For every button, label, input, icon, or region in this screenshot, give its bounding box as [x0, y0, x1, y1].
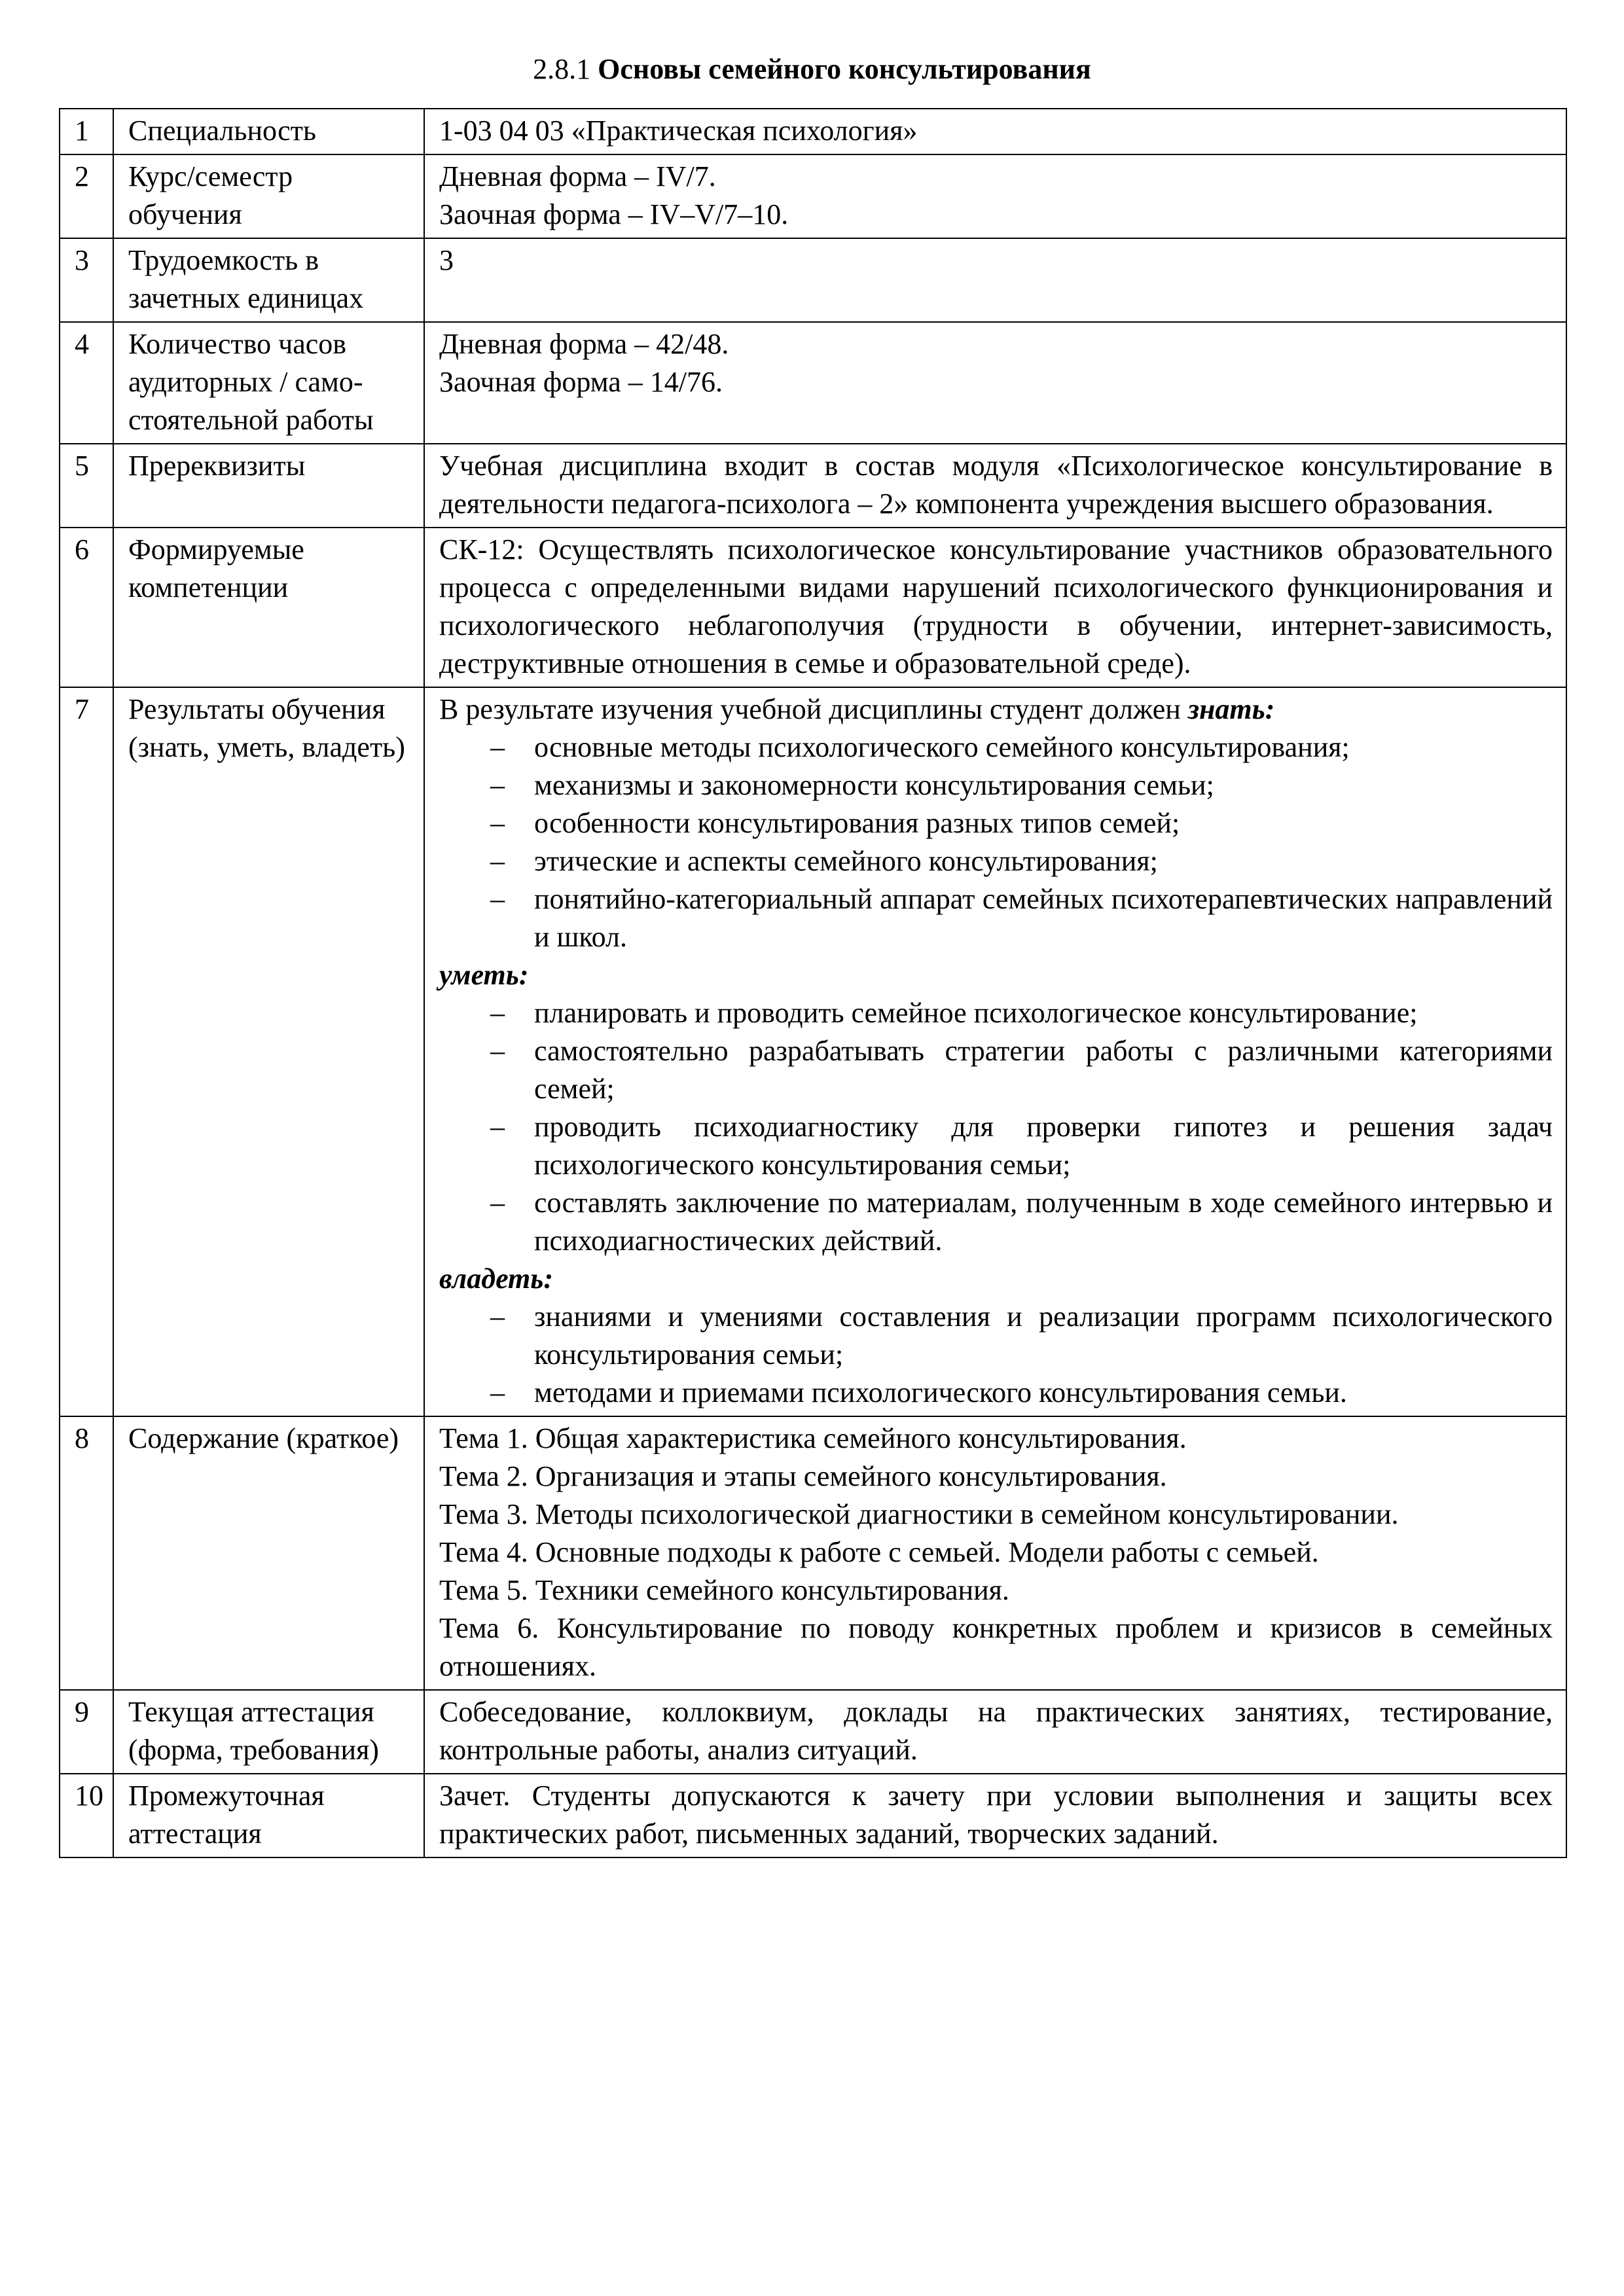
row-value — [424, 109, 1566, 154]
can-label: уметь: — [439, 959, 529, 991]
table-row — [60, 322, 1566, 444]
table-row — [60, 1416, 1566, 1690]
list-item — [439, 1298, 1553, 1374]
table-row — [60, 238, 1566, 322]
table-row — [60, 1690, 1566, 1774]
row-number: 9 — [60, 1690, 113, 1774]
value-line: Учебная дисциплина входит в состав модуля «Психологическое консультирование в деятельности педагога-психолога – 2» компонента учреждения высшего образования. — [439, 450, 1553, 520]
row-label: Текущая аттестация (форма, требования) — [113, 1690, 424, 1774]
row-value — [424, 687, 1566, 1416]
dash-bullet: – — [490, 997, 505, 1029]
own-label: владеть: — [439, 1263, 554, 1295]
list-item-text: особенности консультирования разных типов семей; — [534, 807, 1180, 839]
dash-bullet: – — [490, 845, 505, 877]
row-number: 4 — [60, 322, 113, 444]
value-line: Тема 1. Общая характеристика семейного консультирования. — [439, 1422, 1187, 1454]
row-number: 1 — [60, 109, 113, 154]
row-number: 3 — [60, 238, 113, 322]
value-line: 1-03 04 03 «Практическая психология» — [439, 115, 918, 147]
row-value — [424, 154, 1566, 238]
row-label: Промежуточная аттестация — [113, 1774, 424, 1857]
value-line: 3 — [439, 244, 454, 276]
table-row — [60, 444, 1566, 528]
list-item — [439, 842, 1553, 880]
row-number: 7 — [60, 687, 113, 1416]
list-item — [439, 766, 1553, 804]
section-title: Основы семейного консультирования — [598, 53, 1091, 85]
row-number: 10 — [60, 1774, 113, 1857]
row-value — [424, 322, 1566, 444]
lead-text: В результате изучения учебной дисциплины студент должен — [439, 693, 1181, 725]
dash-bullet: – — [490, 1300, 505, 1333]
row-number: 6 — [60, 528, 113, 687]
value-line: Тема 4. Основные подходы к работе с семьей. Модели работы с семьей. — [439, 1536, 1319, 1568]
page-title — [0, 51, 1624, 88]
value-line: СК-12: Осуществлять психологическое консультирование участников образовательного процесса с определенными видами нарушений психологического функционирования и психологического неблагополучия (трудности в обучении, интернет-зависимость, деструктивные отношения в семье и образовательной среде). — [439, 533, 1553, 679]
dash-list — [439, 1298, 1553, 1412]
list-item-text: механизмы и закономерности консультирования семьи; — [534, 769, 1214, 801]
table-row — [60, 687, 1566, 1416]
row-number: 8 — [60, 1416, 113, 1690]
value-line: Тема 3. Методы психологической диагностики в семейном консультировании. — [439, 1498, 1399, 1530]
list-item-text: проводить психодиагностику для проверки гипотез и решения задач психологического консультирования семьи; — [534, 1111, 1553, 1181]
list-item-text: знаниями и умениями составления и реализации программ психологического консультирования семьи; — [534, 1300, 1553, 1371]
dash-bullet: – — [490, 769, 505, 801]
discipline-table-body — [60, 109, 1566, 1857]
dash-bullet: – — [490, 1035, 505, 1067]
value-line: Заочная форма – 14/76. — [439, 366, 723, 398]
value-line: Заочная форма – IV–V/7–10. — [439, 198, 789, 230]
row-label: Количество часов аудиторных / само-стоятельной работы — [113, 322, 424, 444]
dash-bullet: – — [490, 883, 505, 915]
row-value — [424, 1774, 1566, 1857]
list-item — [439, 1374, 1553, 1412]
dash-list — [439, 728, 1553, 956]
value-line: Тема 6. Консультирование по поводу конкретных проблем и кризисов в семейных отношениях. — [439, 1612, 1553, 1682]
table-row — [60, 109, 1566, 154]
list-item-text: основные методы психологического семейного консультирования; — [534, 731, 1350, 763]
list-item — [439, 1108, 1553, 1184]
row-value — [424, 444, 1566, 528]
list-item — [439, 1032, 1553, 1108]
value-line: Зачет. Студенты допускаются к зачету при условии выполнения и защиты всех практических работ, письменных заданий, творческих заданий. — [439, 1780, 1553, 1850]
list-item-text: понятийно-категориальный аппарат семейных психотерапевтических направлений и школ. — [534, 883, 1553, 953]
list-item-text: этические и аспекты семейного консультирования; — [534, 845, 1158, 877]
row-label: Трудоемкость в зачетных единицах — [113, 238, 424, 322]
row-value — [424, 528, 1566, 687]
dash-bullet: – — [490, 1187, 505, 1219]
dash-bullet: – — [490, 807, 505, 839]
table-row — [60, 1774, 1566, 1857]
list-item-text: планировать и проводить семейное психологическое консультирование; — [534, 997, 1418, 1029]
row-label: Пререквизиты — [113, 444, 424, 528]
row-value — [424, 1690, 1566, 1774]
row-number: 2 — [60, 154, 113, 238]
row-label: Специальность — [113, 109, 424, 154]
row-label: Формируемые компетенции — [113, 528, 424, 687]
value-line: Тема 5. Техники семейного консультирования. — [439, 1574, 1009, 1606]
row-label: Результаты обучения (знать, уметь, владеть) — [113, 687, 424, 1416]
value-line: Дневная форма – IV/7. — [439, 160, 716, 192]
dash-bullet: – — [490, 731, 505, 763]
discipline-table — [59, 108, 1567, 1858]
row-label: Содержание (краткое) — [113, 1416, 424, 1690]
dash-bullet: – — [490, 1111, 505, 1143]
row-value — [424, 238, 1566, 322]
list-item-text: составлять заключение по материалам, полученным в ходе семейного интервью и психодиагностических действий. — [534, 1187, 1553, 1257]
row-value — [424, 1416, 1566, 1690]
list-item — [439, 804, 1553, 842]
value-line: Собеседование, коллоквиум, доклады на практических занятиях, тестирование, контрольные работы, анализ ситуаций. — [439, 1696, 1553, 1766]
learning-outcomes-lead — [439, 691, 1553, 728]
section-number: 2.8.1 — [533, 53, 591, 85]
list-item — [439, 1184, 1553, 1260]
list-item-text: методами и приемами психологического консультирования семьи. — [534, 1376, 1347, 1408]
table-row — [60, 154, 1566, 238]
table-row — [60, 528, 1566, 687]
value-line: Тема 2. Организация и этапы семейного консультирования. — [439, 1460, 1167, 1492]
list-item-text: самостоятельно разрабатывать стратегии работы с различными категориями семей; — [534, 1035, 1553, 1105]
know-label: знать: — [1187, 693, 1275, 725]
list-item — [439, 728, 1553, 766]
list-item — [439, 994, 1553, 1032]
row-label: Курс/семестр обучения — [113, 154, 424, 238]
dash-list — [439, 994, 1553, 1260]
value-line: Дневная форма – 42/48. — [439, 328, 729, 360]
list-item — [439, 880, 1553, 956]
row-number: 5 — [60, 444, 113, 528]
dash-bullet: – — [490, 1376, 505, 1408]
